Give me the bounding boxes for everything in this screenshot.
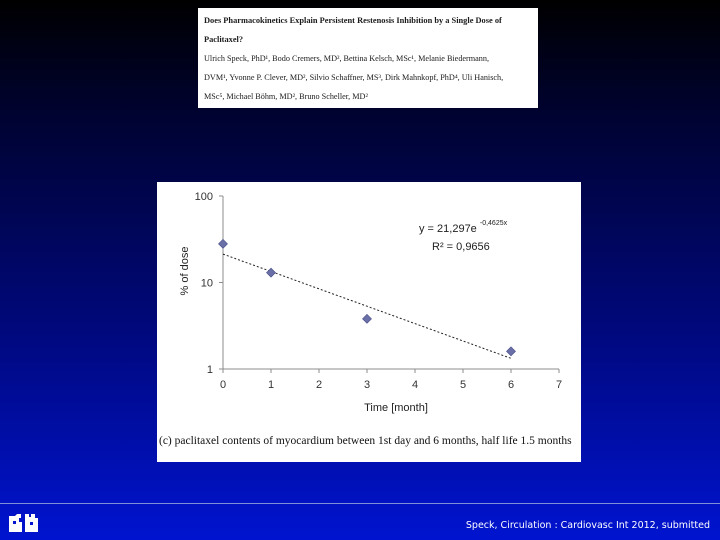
footer-divider — [0, 503, 720, 504]
x-tick-label: 6 — [507, 379, 515, 391]
chart — [157, 182, 581, 432]
trend-equation-exponent: -0,4625x — [479, 220, 508, 227]
paper-title-line-2: Paclitaxel? — [204, 35, 244, 44]
figure-caption: (c) paclitaxel contents of myocardium between 1st day and 6 months, half life 1.5 months — [159, 435, 572, 447]
paper-authors-line-1: Ulrich Speck, PhD¹, Bodo Cremers, MD², Bettina Kelsch, MSc¹, Melanie Biedermann, — [204, 54, 490, 63]
paper-header — [198, 8, 538, 108]
y-tick-label: 100 — [194, 191, 213, 203]
x-tick-label: 5 — [459, 379, 467, 391]
x-tick-label: 1 — [267, 379, 275, 391]
x-tick-label: 0 — [219, 379, 227, 391]
data-points — [219, 239, 516, 356]
y-tick-label: 1 — [206, 364, 213, 376]
trend-equation — [419, 220, 508, 235]
paper-authors-line-2: DVM¹, Yvonne P. Clever, MD², Silvio Schaffner, MS³, Dirk Mahnkopf, PhD⁴, Uli Hanisch, — [204, 73, 504, 82]
data-point — [219, 239, 228, 248]
citation-footer: Speck, Circulation : Cardiovasc Int 2012, submitted — [465, 520, 710, 531]
y-axis-label: % of dose — [179, 246, 191, 296]
data-point — [507, 347, 516, 356]
x-axis-label: Time [month] — [364, 402, 428, 414]
x-tick-label: 3 — [363, 379, 371, 391]
y-tick-label: 10 — [200, 277, 213, 290]
data-point — [267, 268, 276, 277]
university-logo-icon — [6, 512, 40, 534]
figure-panel — [157, 182, 581, 462]
x-tick-label: 7 — [555, 379, 563, 391]
r-squared-label: R² = 0,9656 — [432, 241, 490, 253]
x-tick-label: 2 — [315, 379, 323, 391]
x-tick-label: 4 — [411, 379, 419, 391]
trend-equation-base: y = 21,297e — [419, 223, 477, 235]
paper-authors-line-3: MSc⁵, Michael Böhm, MD², Bruno Scheller, MD² — [204, 92, 368, 101]
trendline — [223, 254, 511, 358]
paper-title-line-1: Does Pharmacokinetics Explain Persistent Restenosis Inhibition by a Single Dose of — [204, 16, 502, 25]
trendline-path — [223, 254, 511, 358]
data-point — [363, 314, 372, 323]
